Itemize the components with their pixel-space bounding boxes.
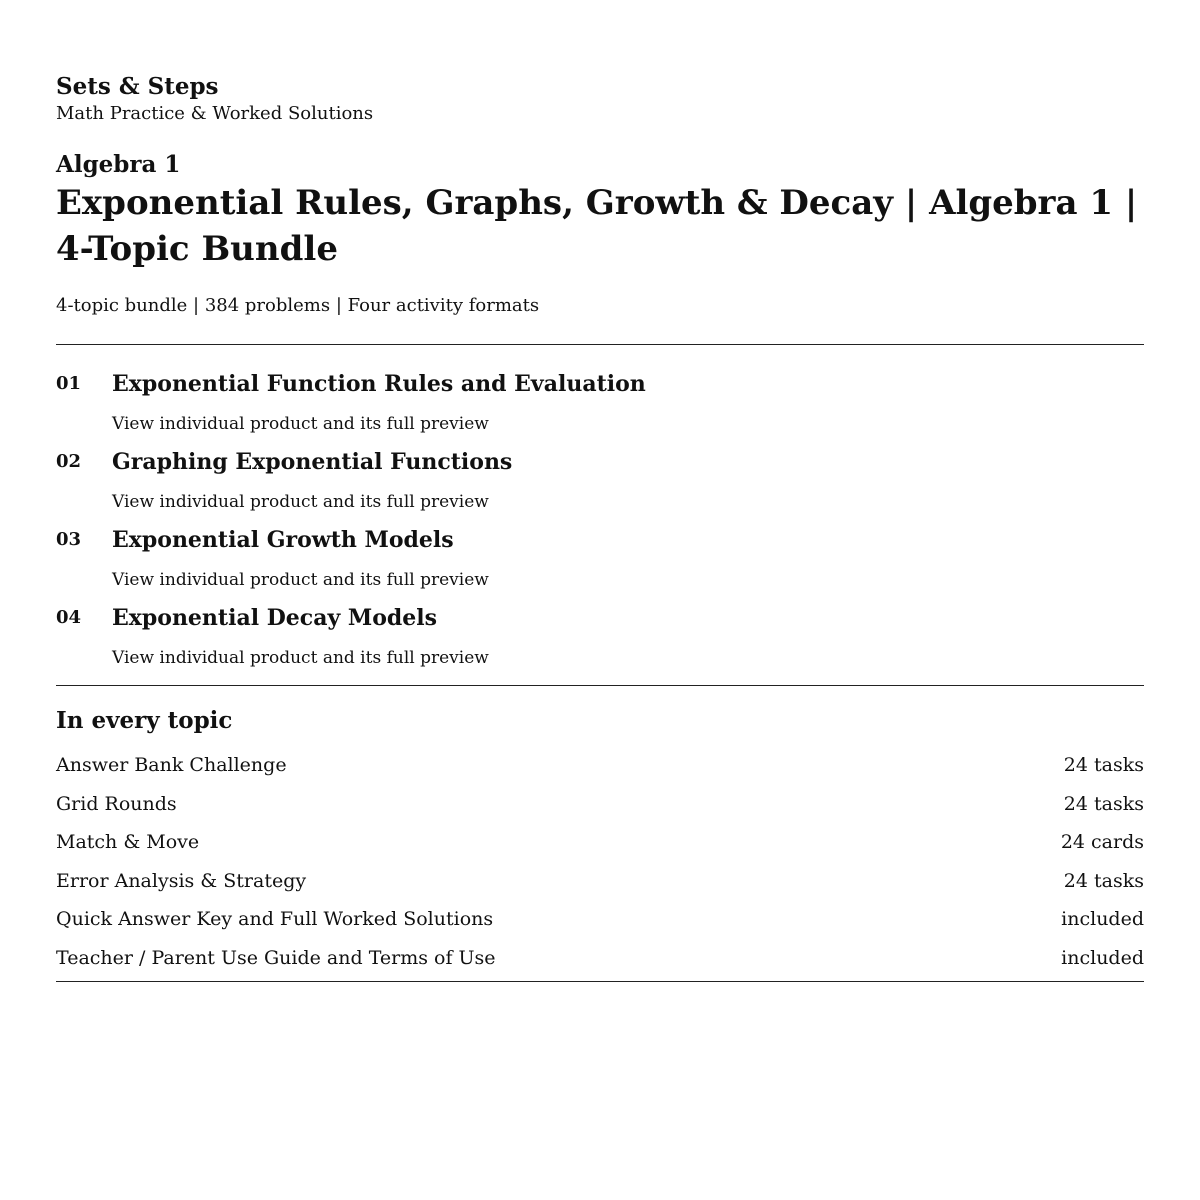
topic-preview-link[interactable]: View individual product and its full preview xyxy=(112,648,489,668)
product-title: Exponential Rules, Graphs, Growth & Decay | Algebra 1 | 4-Topic Bundle xyxy=(56,183,1138,269)
topic-body xyxy=(112,525,1144,593)
topic-title: Exponential Growth Models xyxy=(112,527,454,553)
include-row xyxy=(56,746,1144,785)
topic-title: Exponential Decay Models xyxy=(112,605,438,631)
topic-item xyxy=(56,447,1144,515)
include-row xyxy=(56,823,1144,862)
include-name: Answer Bank Challenge xyxy=(56,754,287,777)
topic-title: Graphing Exponential Functions xyxy=(112,449,513,475)
topic-number: 01 xyxy=(56,373,82,394)
include-row xyxy=(56,862,1144,901)
divider xyxy=(56,981,1144,982)
product-summary: 4-topic bundle | 384 problems | Four activity formats xyxy=(56,295,540,316)
topic-body xyxy=(112,603,1144,671)
topic-body xyxy=(112,447,1144,515)
subject-label: Algebra 1 xyxy=(56,151,181,178)
brand-name: Sets & Steps xyxy=(56,73,219,100)
includes-heading: In every topic xyxy=(56,707,233,734)
brand-tagline: Math Practice & Worked Solutions xyxy=(56,103,374,124)
divider xyxy=(56,685,1144,686)
include-name: Teacher / Parent Use Guide and Terms of Use xyxy=(56,946,496,969)
include-row xyxy=(56,785,1144,824)
topic-title: Exponential Function Rules and Evaluation xyxy=(112,371,646,397)
include-row xyxy=(56,900,1144,939)
topic-number: 03 xyxy=(56,529,82,550)
include-name: Grid Rounds xyxy=(56,792,177,815)
include-value: included xyxy=(1061,946,1144,969)
include-value: 24 cards xyxy=(1060,831,1144,854)
topic-preview-link[interactable]: View individual product and its full preview xyxy=(112,492,489,512)
include-name: Error Analysis & Strategy xyxy=(56,869,307,892)
topic-preview-link[interactable]: View individual product and its full preview xyxy=(112,570,489,590)
include-name: Match & Move xyxy=(56,831,200,854)
topic-number: 04 xyxy=(56,607,82,628)
includes-section xyxy=(56,706,1144,977)
topic-preview-link[interactable]: View individual product and its full preview xyxy=(112,414,489,434)
topic-number: 02 xyxy=(56,451,82,472)
page xyxy=(56,0,1144,982)
topic-list xyxy=(56,345,1144,671)
brand-header xyxy=(56,72,1144,126)
include-value: 24 tasks xyxy=(1063,754,1144,777)
topic-item xyxy=(56,525,1144,593)
include-row xyxy=(56,939,1144,978)
topic-body xyxy=(112,369,1144,437)
include-value: 24 tasks xyxy=(1063,792,1144,815)
include-value: included xyxy=(1061,908,1144,931)
include-name: Quick Answer Key and Full Worked Solutions xyxy=(56,908,494,931)
include-value: 24 tasks xyxy=(1063,869,1144,892)
topic-item xyxy=(56,369,1144,437)
topic-item xyxy=(56,603,1144,671)
